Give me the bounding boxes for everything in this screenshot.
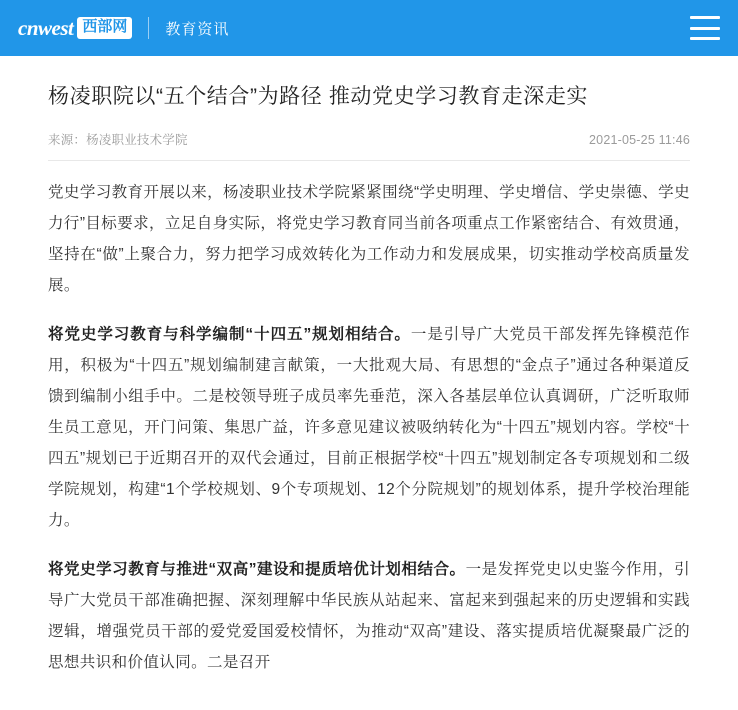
hamburger-menu-icon[interactable] — [690, 16, 720, 40]
article-paragraph — [48, 177, 690, 301]
hamburger-line — [690, 27, 720, 30]
article-paragraph — [48, 319, 690, 536]
header-divider — [148, 17, 149, 39]
logo-chinese-text: 西部网 — [77, 17, 132, 39]
hamburger-line — [690, 37, 720, 40]
paragraph-text: 一是发挥党史以史鉴今作用，引导广大党员干部准确把握、深刻理解中华民族从站起来、富起来到强起来的历史逻辑和实践逻辑，增强党员干部的爱党爱国爱校情怀，为推动“双高”建设、落实提质培优凝聚最广泛的思想共识和价值认同。二是召开 — [48, 561, 690, 672]
paragraph-lead: 将党史学习教育与推进“双高”建设和提质培优计划相结合。 — [48, 561, 466, 579]
article-container — [0, 56, 738, 678]
paragraph-lead: 将党史学习教育与科学编制“十四五”规划相结合。 — [48, 326, 411, 344]
paragraph-text: 党史学习教育开展以来，杨凌职业技术学院紧紧围绕“学史明理、学史增信、学史崇德、学史力行”目标要求，立足自身实际，将党史学习教育同当前各项重点工作紧密结合、有效贯通，坚持在“做”上聚合力，努力把学习成效转化为工作动力和发展成果，切实推动学校高质量发展。 — [48, 184, 690, 295]
paragraph-text: 一是引导广大党员干部发挥先锋模范作用，积极为“十四五”规划编制建言献策，一大批观大局、有思想的“金点子”通过各种渠道反馈到编制小组手中。二是校领导班子成员率先垂范，深入各基层单位认真调研，广泛听取师生员工意见，开门问策、集思广益，许多意见建议被吸纳转化为“十四五”规划内容。学校“十四五”规划已于近期召开的双代会通过，目前正根据学校“十四五”规划制定各专项规划和二级学院规划，构建“1个学校规划、9个专项规划、12个分院规划”的规划体系，提升学校治理能力。 — [48, 326, 690, 530]
article-meta — [48, 130, 690, 161]
header-channel-label[interactable]: 教育资讯 — [165, 20, 230, 38]
site-logo[interactable] — [18, 13, 132, 43]
article-body — [48, 161, 690, 678]
page-title: 杨凌职院以“五个结合”为路径 推动党史学习教育走深走实 — [48, 85, 589, 108]
site-header — [0, 0, 738, 56]
hamburger-line — [690, 16, 720, 19]
article-paragraph — [48, 554, 690, 678]
article-source: 来源：杨凌职业技术学院 — [48, 133, 188, 148]
logo-latin-text: cnwest — [18, 15, 74, 40]
article-date: 2021-05-25 11:46 — [589, 133, 690, 148]
